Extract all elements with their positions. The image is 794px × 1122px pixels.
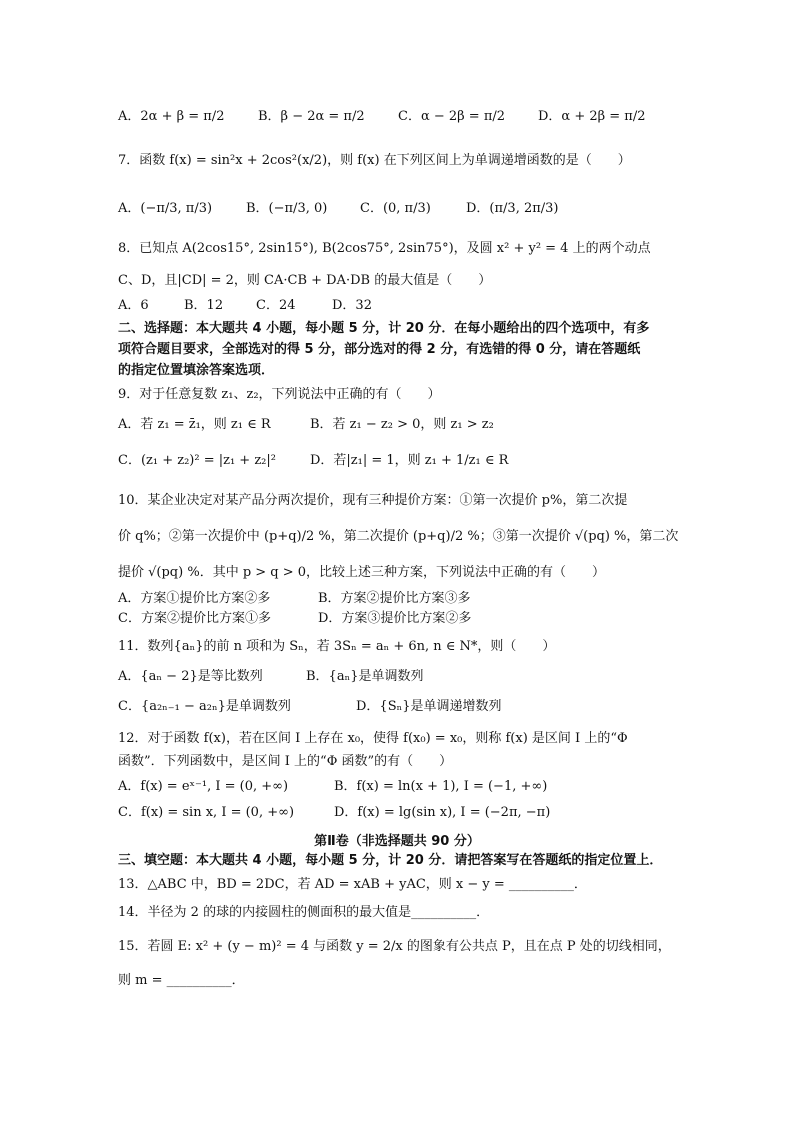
q7-option-c: C．(0, π/3) <box>360 201 431 216</box>
q10-line3: 提价 √(pq) %．其中 p > q > 0，比较上述三种方案，下列说法中正确的有（ ） <box>118 565 606 580</box>
q6-option-a: A．2α + β = π/2 <box>118 109 225 124</box>
q10-line2: 价 q%；②第一次提价中 (p+q)/2 %，第二次提价 (p+q)/2 %；③第一次提价 √(pq) %，第二次 <box>118 529 679 544</box>
q10-line1: 10．某企业决定对某产品分两次提价，现有三种提价方案：①第一次提价 p%，第二次提 <box>118 493 628 508</box>
q11-option-b: B．{aₙ}是单调数列 <box>306 669 424 684</box>
q11-option-a: A．{aₙ − 2}是等比数列 <box>118 669 263 684</box>
q9-option-a: A．若 z₁ = z̄₁，则 z₁ ∈ R <box>118 417 271 432</box>
q7-option-b: B．(−π/3, 0) <box>246 201 328 216</box>
q12-option-b: B．f(x) = ln(x + 1), I = (−1, +∞) <box>334 779 548 794</box>
q10-option-b: B．方案②提价比方案③多 <box>318 591 471 606</box>
q7-option-a: A．(−π/3, π/3) <box>118 201 213 216</box>
q15-line2: 则 m = __________． <box>118 973 245 988</box>
q9-option-b: B．若 z₁ − z₂ > 0，则 z₁ > z₂ <box>310 417 494 432</box>
q11-option-d: D．{Sₙ}是单调递增数列 <box>356 699 502 714</box>
q7-option-d: D．(π/3, 2π/3) <box>466 201 559 216</box>
part2-title: 第Ⅱ卷（非选择题共 90 分） <box>314 834 480 849</box>
q12-line2: 函数”．下列函数中，是区间 I 上的“Φ 函数”的有（ ） <box>118 754 453 769</box>
q9-stem: 9．对于任意复数 z₁、z₂，下列说法中正确的有（ ） <box>118 387 441 402</box>
q6-option-c: C．α − 2β = π/2 <box>398 109 506 124</box>
q8-option-b: B．12 <box>184 298 224 313</box>
q6-option-b: B．β − 2α = π/2 <box>258 109 365 124</box>
q13: 13．△ABC 中，BD = 2DC，若 AD = xAB + yAC，则 x − y = __________． <box>118 877 587 892</box>
section2-line3: 的指定位置填涂答案选项． <box>118 363 275 378</box>
q8-option-a: A．6 <box>118 298 149 313</box>
q12-line1: 12．对于函数 f(x)，若在区间 I 上存在 x₀，使得 f(x₀) = x₀，则称 f(x) 是区间 I 上的“Φ <box>118 731 628 746</box>
q8-option-c: C．24 <box>256 298 296 313</box>
q6-option-d: D．α + 2β = π/2 <box>538 109 646 124</box>
q10-option-c: C．方案②提价比方案①多 <box>118 611 271 626</box>
q12-option-d: D．f(x) = lg(sin x), I = (−2π, −π) <box>334 805 551 820</box>
q7-stem: 7．函数 f(x) = sin²x + 2cos²(x/2)，则 f(x) 在下列区间上为单调递增函数的是（ ） <box>118 153 631 168</box>
q12-option-c: C．f(x) = sin x, I = (0, +∞) <box>118 805 295 820</box>
q11-stem: 11．数列{aₙ}的前 n 项和为 Sₙ，若 3Sₙ = aₙ + 6n, n ∈ N*，则（ ） <box>118 639 556 654</box>
q12-option-a: A．f(x) = eˣ⁻¹, I = (0, +∞) <box>118 779 289 794</box>
q9-option-d: D．若|z₁| = 1，则 z₁ + 1/z₁ ∈ R <box>310 453 509 468</box>
q9-option-c: C．(z₁ + z₂)² = |z₁ + z₂|² <box>118 453 276 468</box>
q8-line1: 8．已知点 A(2cos15°, 2sin15°), B(2cos75°, 2sin75°)，及圆 x² + y² = 4 上的两个动点 <box>118 241 651 256</box>
q11-option-c: C．{a₂ₙ₋₁ − a₂ₙ}是单调数列 <box>118 699 291 714</box>
section2-line2: 项符合题目要求，全部选对的得 5 分，部分选对的得 2 分，有选错的得 0 分，请在答题纸 <box>118 342 641 357</box>
q10-option-a: A．方案①提价比方案②多 <box>118 591 271 606</box>
q14: 14．半径为 2 的球的内接圆柱的侧面积的最大值是__________． <box>118 905 490 920</box>
q10-option-d: D．方案③提价比方案②多 <box>318 611 472 626</box>
q8-option-d: D．32 <box>332 298 372 313</box>
q15-line1: 15．若圆 E: x² + (y − m)² = 4 与函数 y = 2/x 的图象有公共点 P，且在点 P 处的切线相同， <box>118 939 671 954</box>
q8-line2: C、D，且|CD| = 2，则 CA·CB + DA·DB 的最大值是（ ） <box>118 273 492 288</box>
section3-heading: 三、填空题：本大题共 4 小题，每小题 5 分，计 20 分．请把答案写在答题纸的指定位置上． <box>118 853 663 868</box>
section2-line1: 二、选择题：本大题共 4 小题，每小题 5 分，计 20 分．在每小题给出的四个选项中，有多 <box>118 321 650 336</box>
